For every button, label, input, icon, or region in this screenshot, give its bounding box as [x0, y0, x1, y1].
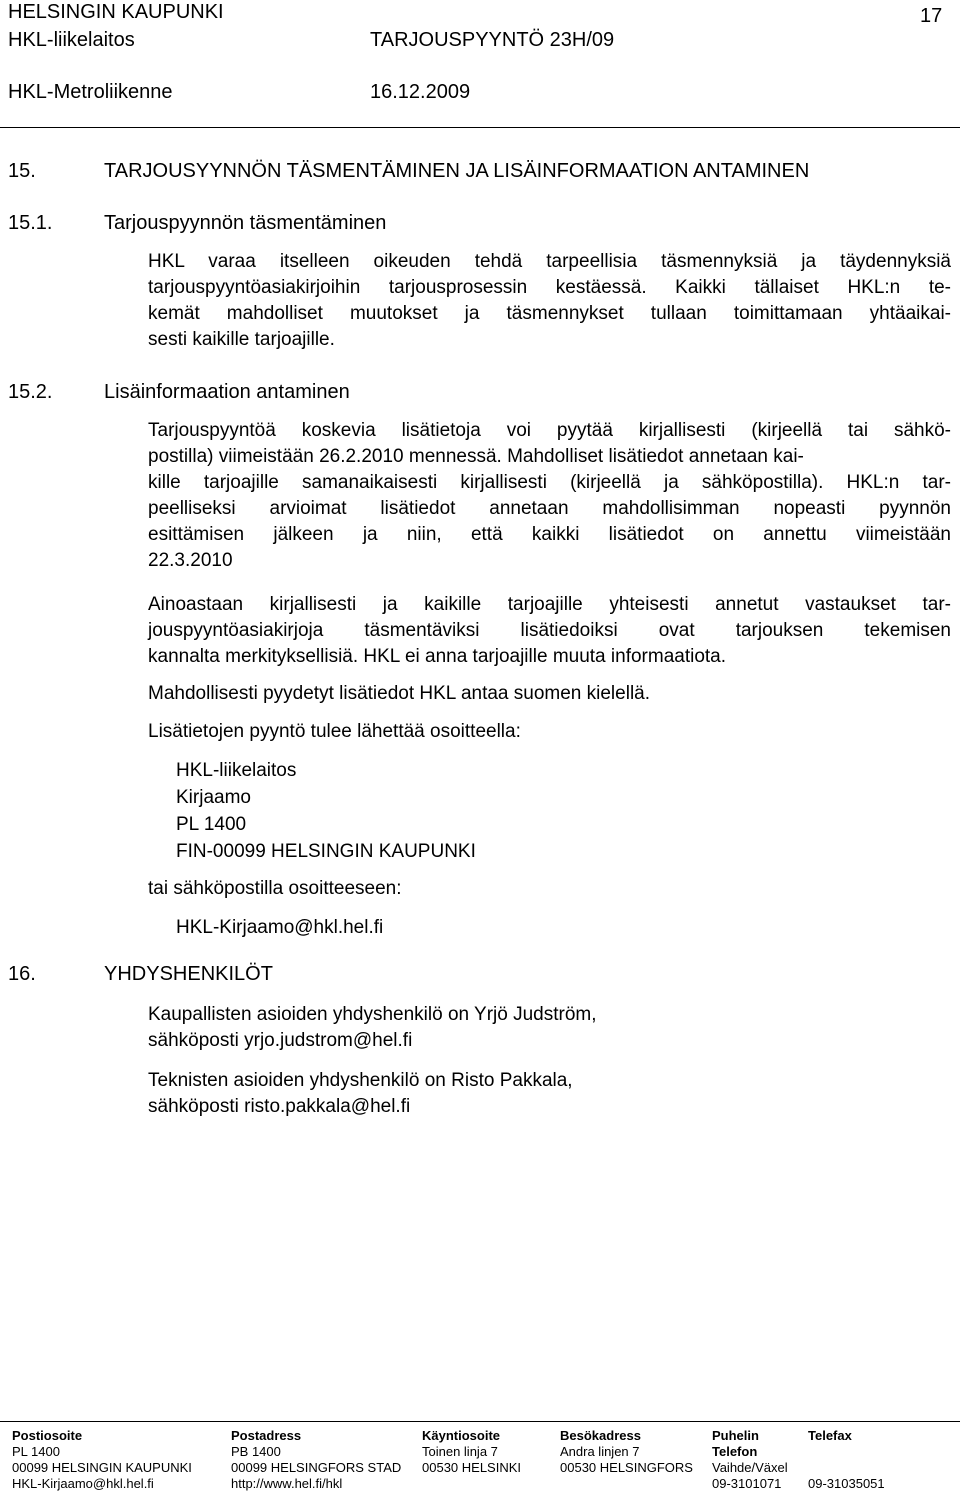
- footer-heading: Käyntiosoite: [422, 1428, 501, 1443]
- section15-2-para3: [148, 681, 951, 707]
- text-line: sesti kaikille tarjoajille.: [148, 329, 335, 350]
- address-line: FIN-00099 HELSINGIN KAUPUNKI: [176, 841, 476, 862]
- email-intro: [148, 876, 951, 902]
- text-line: tai sähköpostilla osoitteeseen:: [148, 878, 402, 899]
- text-line: kille tarjoajille samanaikaisesti kirjallisesti (kirjeellä ja sähköpostilla). HKL:n tar-: [148, 472, 951, 493]
- footer-cell: Andra linjen 7: [560, 1444, 640, 1459]
- footer-rule: [0, 1421, 960, 1422]
- address-block: [176, 757, 476, 865]
- footer-cell: Telefon: [712, 1444, 758, 1459]
- footer-heading: Postiosoite: [12, 1428, 83, 1443]
- text-line: Tarjouspyyntöä koskevia lisätietoja voi pyytää kirjallisesti (kirjeellä tai sähkö-: [148, 420, 951, 441]
- address-line: HKL-liikelaitos: [176, 760, 297, 781]
- text-line: sähköposti risto.pakkala@hel.fi: [148, 1096, 411, 1117]
- text-line: tarjouspyyntöasiakirjoihin tarjousprosessin kestäessä. Kaikki tällaiset HKL:n te-: [148, 277, 951, 298]
- section16-title: YHDYSHENKILÖT: [104, 963, 273, 985]
- text-line: Mahdollisesti pyydetyt lisätiedot HKL antaa suomen kielellä.: [148, 683, 651, 704]
- footer-cell: PB 1400: [231, 1444, 281, 1459]
- text-line: sähköposti yrjo.judstrom@hel.fi: [148, 1030, 413, 1051]
- footer-heading: Telefax: [808, 1428, 852, 1443]
- footer-cell: 00530 HELSINGFORS: [560, 1460, 693, 1475]
- header-rule: [0, 127, 960, 128]
- email-address: HKL-Kirjaamo@hkl.hel.fi: [176, 917, 384, 938]
- footer-cell: Toinen linja 7: [422, 1444, 498, 1459]
- footer-cell: 00099 HELSINGIN KAUPUNKI: [12, 1460, 192, 1475]
- text-line: esittämisen jälkeen ja niin, että kaikki lisätiedot on annettu viimeistään: [148, 524, 951, 545]
- section15-1-body: [148, 249, 951, 353]
- footer-cell: 00530 HELSINKI: [422, 1460, 522, 1475]
- contact-commercial: [148, 1002, 951, 1054]
- text-line: peelliseksi arvioimat lisätiedot annetaan mahdollisimman nopeasti pyynnön: [148, 498, 951, 519]
- header-dept: HKL-Metroliikenne: [8, 81, 173, 103]
- text-line: HKL varaa itselleen oikeuden tehdä tarpeellisia täsmennyksiä ja täydennyksiä: [148, 251, 951, 272]
- text-line: 22.3.2010: [148, 550, 233, 571]
- footer-heading: Puhelin: [712, 1428, 759, 1443]
- footer-email-link[interactable]: HKL-Kirjaamo@hkl.hel.fi: [12, 1476, 154, 1491]
- section15-2-title: Lisäinformaation antaminen: [104, 381, 350, 403]
- section16-number: 16.: [8, 963, 36, 985]
- section15-title: TARJOUSYYNNÖN TÄSMENTÄMINEN JA LISÄINFORMAATION ANTAMINEN: [104, 160, 810, 182]
- text-line: kemät mahdolliset muutokset ja täsmennykset tullaan toimittamaan yhtäaikai-: [148, 303, 951, 324]
- section15-1-title: Tarjouspyynnön täsmentäminen: [104, 212, 387, 234]
- section15-2-number: 15.2.: [8, 381, 53, 403]
- section15-2-para2: [148, 592, 951, 670]
- section15-number: 15.: [8, 160, 36, 182]
- section15-2-para4: [148, 719, 951, 745]
- header-doc-title: TARJOUSPYYNTÖ 23H/09: [370, 29, 615, 51]
- text-line: postilla) viimeistään 26.2.2010 mennessä. Mahdolliset lisätiedot annetaan kai-: [148, 446, 804, 467]
- address-line: PL 1400: [176, 814, 247, 835]
- header-date: 16.12.2009: [370, 81, 471, 103]
- footer-cell: 00099 HELSINGFORS STAD: [231, 1460, 402, 1475]
- page-number: 17: [920, 5, 943, 27]
- contact-technical: [148, 1068, 951, 1120]
- section15-2-para1: [148, 418, 951, 574]
- footer-cell: Vaihde/Växel: [712, 1460, 788, 1475]
- text-line: jouspyyntöasiakirjoja täsmentäviksi lisätiedoiksi ovat tarjouksen tekemisen: [148, 620, 951, 641]
- footer-cell: 09-3101071: [712, 1476, 782, 1491]
- text-line: Kaupallisten asioiden yhdyshenkilö on Yrjö Judström,: [148, 1004, 597, 1025]
- footer-heading: Besökadress: [560, 1428, 641, 1443]
- address-line: Kirjaamo: [176, 787, 251, 808]
- text-line: kannalta merkityksellisiä. HKL ei anna tarjoajille muuta informaatiota.: [148, 646, 727, 667]
- text-line: Lisätietojen pyyntö tulee lähettää osoitteella:: [148, 721, 521, 742]
- text-line: Teknisten asioiden yhdyshenkilö on Risto Pakkala,: [148, 1070, 573, 1091]
- footer-web-link[interactable]: http://www.hel.fi/hkl: [231, 1476, 343, 1491]
- footer-cell: PL 1400: [12, 1444, 60, 1459]
- footer-heading: Postadress: [231, 1428, 302, 1443]
- footer-cell: 09-31035051: [808, 1476, 885, 1491]
- text-line: Ainoastaan kirjallisesti ja kaikille tarjoajille yhteisesti annetut vastaukset tar-: [148, 594, 951, 615]
- section15-1-number: 15.1.: [8, 212, 53, 234]
- header-org: HELSINGIN KAUPUNKI: [8, 1, 224, 23]
- header-unit: HKL-liikelaitos: [8, 29, 135, 51]
